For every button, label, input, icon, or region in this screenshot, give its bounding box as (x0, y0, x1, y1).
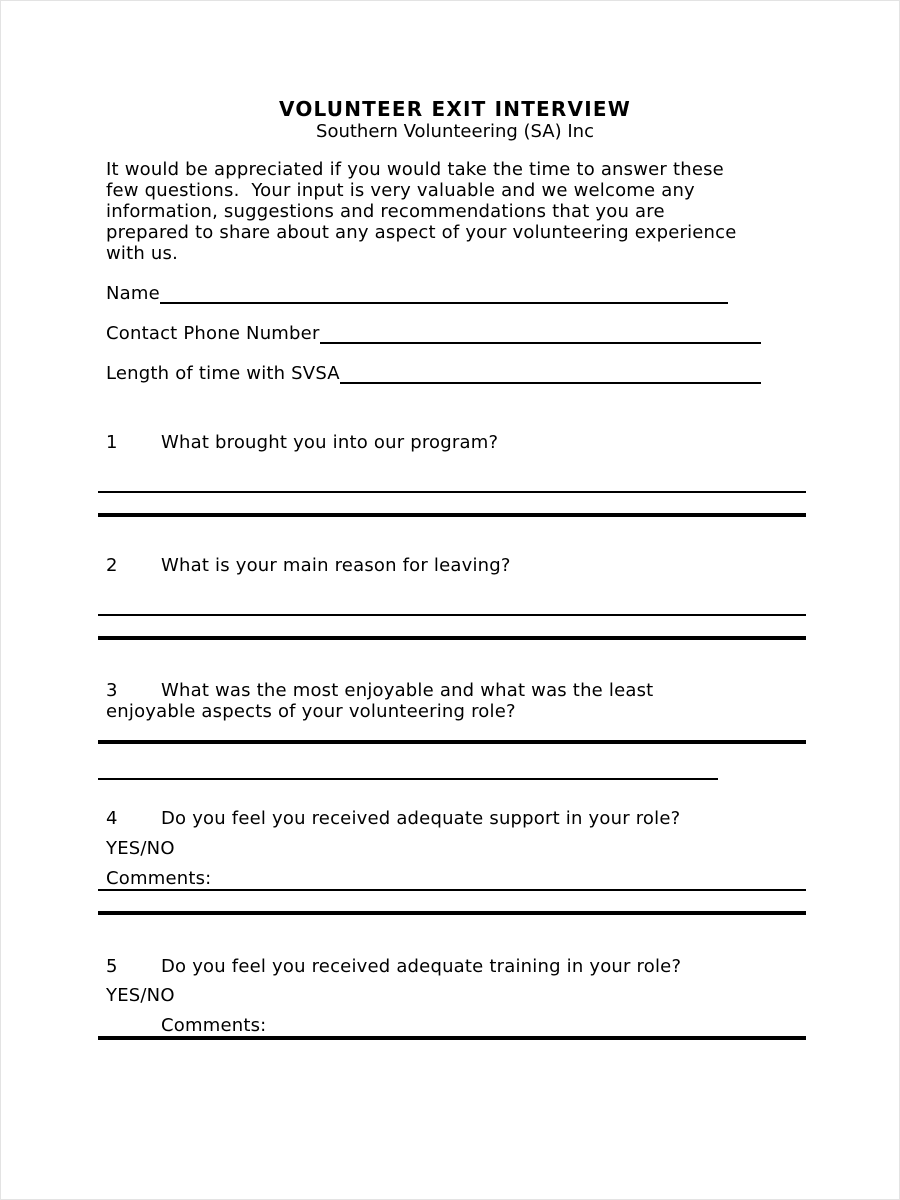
phone-fill-line (320, 322, 761, 344)
question-3 (106, 680, 804, 701)
intro-line: prepared to share about any aspect of your volunteering experience (106, 222, 737, 243)
question-1-answer-line-thin (98, 491, 806, 493)
question-3-answer-line-thick (98, 740, 806, 744)
question-3-number: 3 (106, 680, 118, 701)
name-fill-line (160, 282, 728, 304)
question-2-number: 2 (106, 555, 118, 576)
question-1-text: What brought you into our program? (161, 432, 499, 453)
question-1-number: 1 (106, 432, 118, 453)
question-1 (106, 432, 804, 453)
field-row-name (106, 282, 728, 304)
question-2 (106, 555, 804, 576)
question-2-answer-line-thin (98, 614, 806, 616)
intro-line: few questions. Your input is very valuable and we welcome any (106, 180, 695, 201)
question-5-comments-label: Comments: (98, 1015, 806, 1040)
intro-paragraph (106, 159, 804, 264)
intro-line: information, suggestions and recommendations that you are (106, 201, 665, 222)
question-1-answer-line-thick (98, 513, 806, 517)
intro-line: with us. (106, 243, 179, 264)
question-2-text: What is your main reason for leaving? (161, 555, 511, 576)
question-3-answer-line-thin (98, 778, 718, 780)
length-field-label: Length of time with SVSA (106, 363, 340, 384)
name-field-label: Name (106, 283, 160, 304)
question-5-text: Do you feel you received adequate training in your role? (161, 956, 682, 977)
question-4-number: 4 (106, 808, 118, 829)
question-2-answer-line-thick (98, 636, 806, 640)
intro-line: It would be appreciated if you would take the time to answer these (106, 159, 724, 180)
phone-field-label: Contact Phone Number (106, 323, 320, 344)
question-4-text: Do you feel you received adequate support in your role? (161, 808, 681, 829)
contact-fields (106, 282, 804, 384)
document-content (1, 1, 899, 1040)
question-4-comments-label: Comments: (98, 868, 806, 891)
field-row-phone (106, 322, 761, 344)
page-title: VOLUNTEER EXIT INTERVIEW (279, 97, 631, 121)
question-3-text-line-1: What was the most enjoyable and what was the least (161, 680, 654, 701)
question-3-text-line-2: enjoyable aspects of your volunteering role? (106, 701, 516, 722)
question-5 (106, 956, 804, 977)
question-4 (106, 808, 804, 829)
question-4-answer-line-thick (98, 911, 806, 915)
field-row-length-of-time (106, 362, 761, 384)
page-subtitle: Southern Volunteering (SA) Inc (316, 121, 594, 142)
question-4-yes-no: YES/NO (106, 838, 175, 859)
length-fill-line (340, 362, 761, 384)
question-5-yes-no: YES/NO (106, 985, 175, 1006)
question-5-number: 5 (106, 956, 118, 977)
